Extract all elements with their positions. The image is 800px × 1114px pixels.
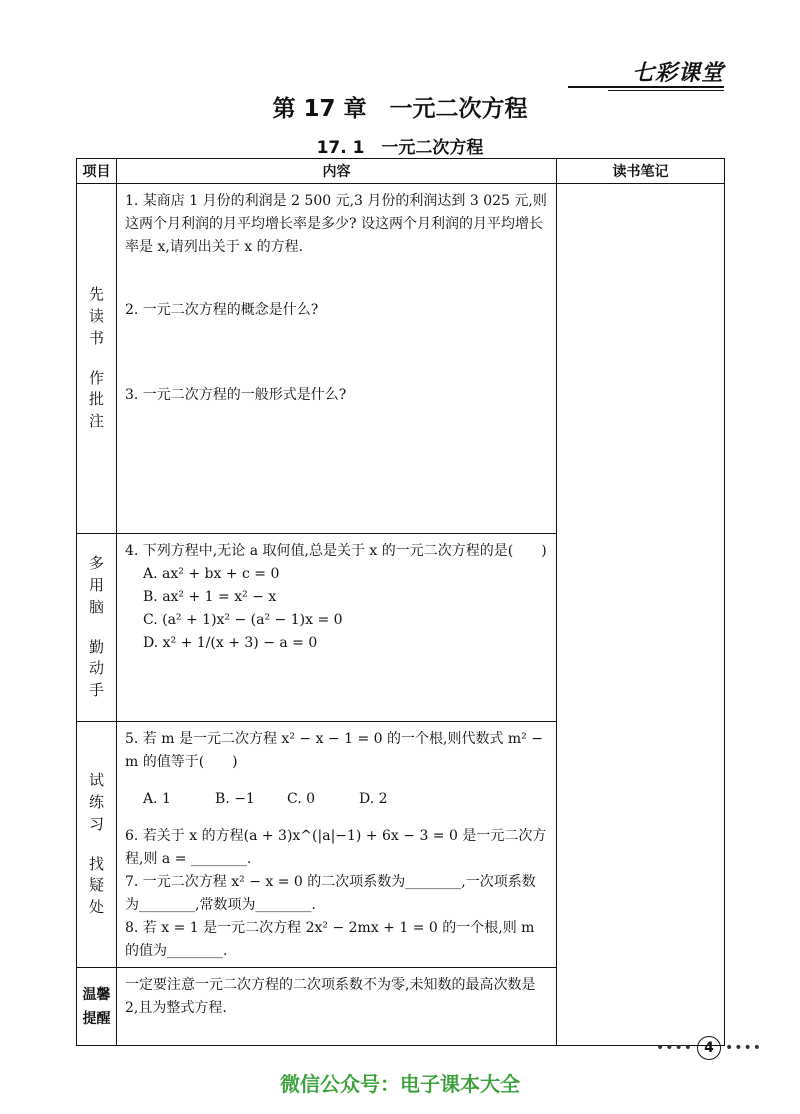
option-d: D. 2 [359, 791, 388, 807]
page-number: •••• 4 •••• [656, 1036, 762, 1060]
option-b: B. −1 [215, 791, 255, 807]
chapter-title: 第 17 章 一元二次方程 [272, 96, 528, 122]
header-notes: 读书笔记 [557, 159, 725, 184]
option-a: A. 1 [143, 791, 171, 807]
header-item: 项目 [77, 159, 117, 184]
label-part: 勤动手 [88, 637, 104, 699]
question-1: 1. 某商店 1 月份的利润是 2 500 元,3 月份的利润达到 3 025 元,则这两个月利润的月平均增长率是多少? 设这两个月利润的月平均增长率是 x,请列出关于 x 的方程. [125, 193, 547, 255]
content-cell [117, 184, 557, 534]
label-part: 找疑处 [88, 854, 104, 916]
question-8: 8. 若 x = 1 是一元二次方程 2x² − 2mx + 1 = 0 的一个根,则 m 的值为________. [125, 920, 535, 959]
content-cell [117, 722, 557, 968]
label-part: 温馨 [82, 986, 111, 1003]
header-content: 内容 [117, 159, 557, 184]
question-5: 5. 若 m 是一元二次方程 x² − x − 1 = 0 的一个根,则代数式 m² − m 的值等于( ) [125, 731, 543, 770]
label-part: 先读书 [88, 285, 104, 347]
question-2: 2. 一元二次方程的概念是什么? [125, 302, 319, 318]
label-part: 试练习 [88, 771, 104, 833]
label-part: 作批注 [88, 368, 104, 430]
page-number-value: 4 [697, 1036, 721, 1060]
section-title: 17. 1 一元二次方程 [316, 138, 484, 158]
option-c: C. 0 [287, 791, 316, 807]
table-header-row [77, 159, 725, 184]
label-part: 多用脑 [88, 554, 104, 616]
option-b: B. ax² + 1 = x² − x [143, 589, 277, 605]
content-cell [117, 534, 557, 722]
notes-area[interactable] [557, 184, 725, 1046]
question-4: 4. 下列方程中,无论 a 取何值,总是关于 x 的一元二次方程的是( ) [125, 543, 547, 559]
label-part: 提醒 [82, 1010, 111, 1027]
footer-watermark: 微信公众号：电子课本大全 [280, 1072, 520, 1096]
brand-rule [568, 86, 724, 88]
row-label-try [77, 722, 117, 968]
option-d: D. x² + 1/(x + 3) − a = 0 [143, 635, 318, 651]
row-label-practice [77, 534, 117, 722]
question-6: 6. 若关于 x 的方程(a + 3)x^(|a|−1) + 6x − 3 = 0 是一元二次方程,则 a = ________. [125, 828, 547, 867]
option-c: C. (a² + 1)x² − (a² − 1)x = 0 [143, 612, 343, 628]
table-row [77, 184, 725, 534]
brand-logo: 七彩课堂 [631, 61, 724, 86]
option-a: A. ax² + bx + c = 0 [143, 566, 280, 582]
row-label-tip [77, 968, 117, 1046]
study-table [76, 158, 725, 1046]
question-3: 3. 一元二次方程的一般形式是什么? [125, 387, 347, 403]
question-7: 7. 一元二次方程 x² − x = 0 的二次项系数为________,一次项系数为________,常数项为________. [125, 874, 536, 913]
row-label-read [77, 184, 117, 534]
question-5-options [143, 788, 548, 811]
tip-text: 一定要注意一元二次方程的二次项系数不为零,未知数的最高次数是 2,且为整式方程. [117, 968, 557, 1046]
